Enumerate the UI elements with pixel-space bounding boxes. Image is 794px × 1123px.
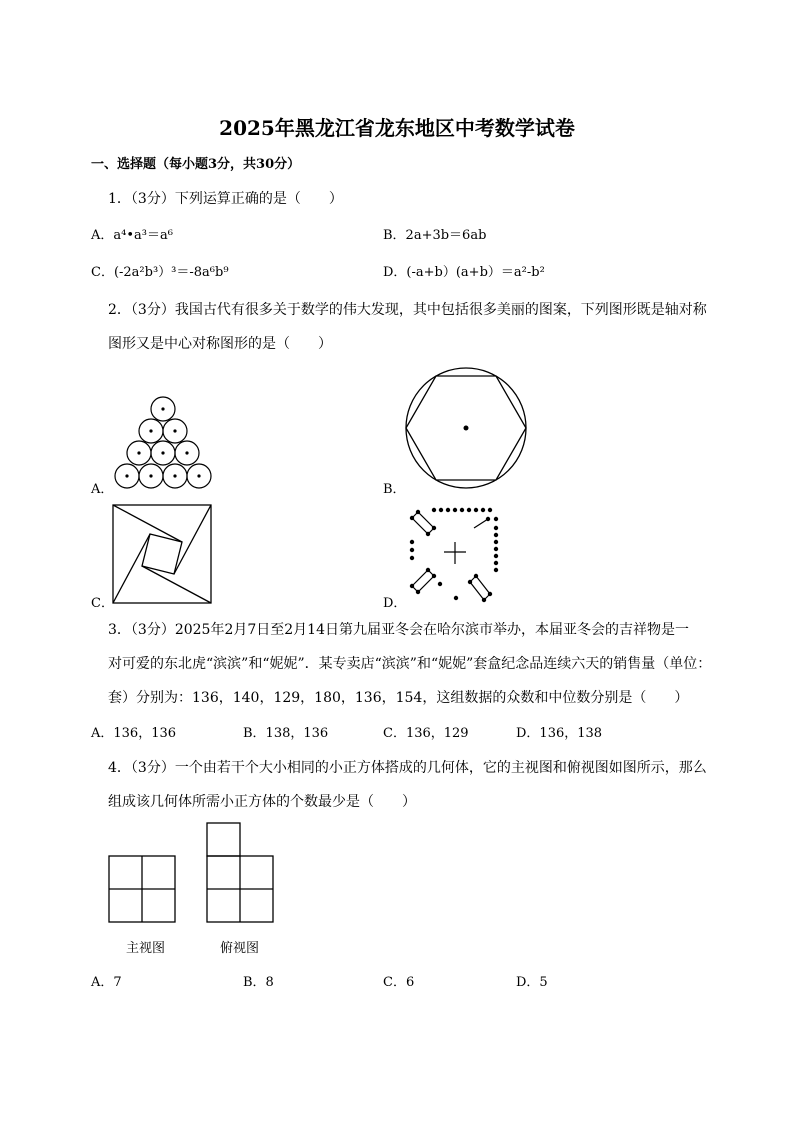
- q2-option-c-label: C．: [91, 596, 114, 611]
- q1-option-a: A．a⁴•a³＝a⁶: [91, 228, 173, 243]
- q1-option-d: D．(-a+b）(a+b）＝a²-b²: [383, 265, 545, 280]
- q2-figure-a-circle-triangle: [110, 396, 220, 492]
- q1-option-b: B．2a+3b＝6ab: [383, 228, 487, 243]
- q2-stem-line1: 2．（3分）我国古代有很多关于数学的伟大发现，其中包括很多美丽的图案，下列图形既是轴对称: [108, 302, 707, 318]
- q4-option-c: C．6: [383, 975, 415, 990]
- q1-stem: 1．（3分）下列运算正确的是（ ）: [108, 191, 343, 207]
- q4-option-a: A．7: [91, 975, 122, 990]
- q3-option-a: A．136，136: [91, 726, 177, 741]
- q2-figure-d-dot-pattern: [404, 504, 504, 604]
- q2-option-b-label: B．: [383, 482, 406, 497]
- q4-option-d: D．5: [516, 975, 548, 990]
- q2-option-a-label: A．: [91, 482, 114, 497]
- q1-option-c: C．(-2a²b³）³＝-8a⁶b⁹: [91, 265, 229, 280]
- q4-top-view-figure: [206, 822, 276, 925]
- q3-option-c: C．136，129: [383, 726, 469, 741]
- q3-option-d: D．136，138: [516, 726, 603, 741]
- q3-option-b: B．138，136: [243, 726, 329, 741]
- q2-figure-c-square-pinwheel: [112, 504, 214, 606]
- q2-option-d-label: D．: [383, 596, 407, 611]
- q4-stem-line2: 组成该几何体所需小正方体的个数最少是（ ）: [108, 794, 416, 810]
- q2-figure-b-hexagon-in-circle: [404, 366, 528, 490]
- q4-top-view-label: 俯视图: [220, 941, 260, 956]
- q3-stem-line1: 3．（3分）2025年2月7日至2月14日第九届亚冬会在哈尔滨市举办，本届亚冬会的吉祥物是一: [108, 622, 689, 638]
- section-heading: 一、选择题（每小题3分，共30分）: [91, 157, 301, 172]
- q4-front-view-label: 主视图: [126, 941, 166, 956]
- q3-stem-line3: 套）分别为：136，140，129，180，136，154，这组数据的众数和中位数分别是（ ）: [108, 690, 689, 706]
- page-title: 2025年黑龙江省龙东地区中考数学试卷: [219, 116, 575, 140]
- q4-front-view-figure: [108, 855, 178, 925]
- q4-stem-line1: 4．（3分）一个由若干个大小相同的小正方体搭成的几何体，它的主视图和俯视图如图所示，那么: [108, 760, 707, 776]
- q2-stem-line2: 图形又是中心对称图形的是（ ）: [108, 336, 332, 352]
- q3-stem-line2: 对可爱的东北虎“滨滨”和“妮妮”．某专卖店“滨滨”和“妮妮”套盒纪念品连续六天的销售量（单位：: [108, 656, 712, 672]
- q4-option-b: B．8: [243, 975, 274, 990]
